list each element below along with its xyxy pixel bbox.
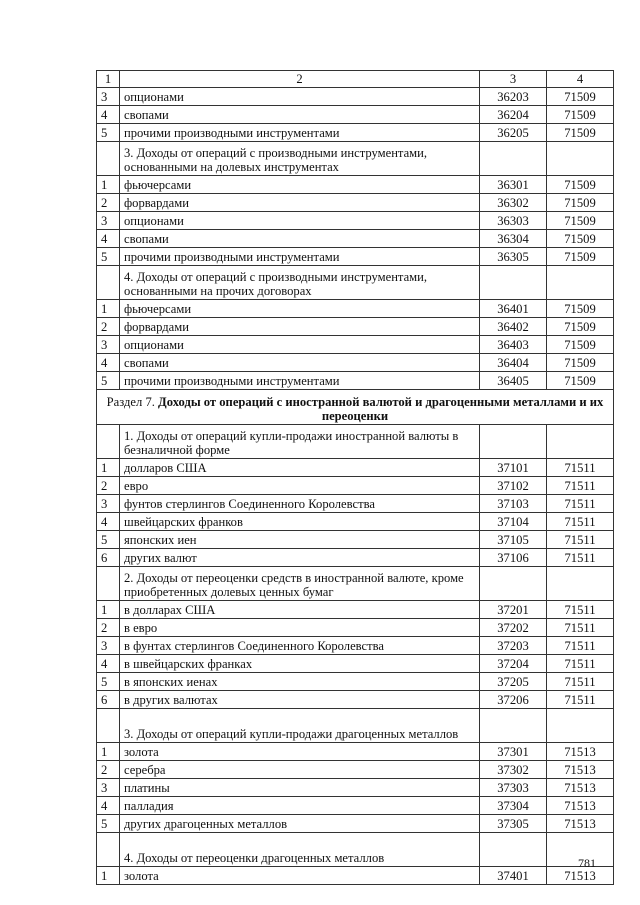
row-account: 71509 (547, 124, 614, 142)
row-account: 71509 (547, 194, 614, 212)
section-heading (97, 390, 614, 425)
row-label: в других валютах (120, 691, 480, 709)
row-code: 36302 (480, 194, 547, 212)
row-account: 71509 (547, 354, 614, 372)
row-label: 3. Доходы от операций купли-продажи драгоценных металлов (120, 709, 480, 743)
row-label: прочими производными инструментами (120, 124, 480, 142)
row-code: 37203 (480, 637, 547, 655)
row-number: 2 (97, 477, 120, 495)
table-row (97, 601, 614, 619)
row-label: 1. Доходы от операций купли-продажи иностранной валюты в безналичной форме (120, 425, 480, 459)
row-label: в швейцарских франках (120, 655, 480, 673)
row-label: долларов США (120, 459, 480, 477)
section-title: Доходы от операций с иностранной валютой и драгоценными металлами и их переоценки (158, 395, 604, 423)
row-number: 3 (97, 495, 120, 513)
row-account: 71509 (547, 300, 614, 318)
row-code: 36404 (480, 354, 547, 372)
row-code: 37205 (480, 673, 547, 691)
table-row (97, 815, 614, 833)
row-label: 4. Доходы от переоценки драгоценных металлов (120, 833, 480, 867)
row-account: 71509 (547, 106, 614, 124)
row-code: 36305 (480, 248, 547, 266)
row-number (97, 833, 120, 867)
section-row (97, 390, 614, 425)
row-label: прочими производными инструментами (120, 372, 480, 390)
row-code: 36401 (480, 300, 547, 318)
header-row (97, 71, 614, 88)
row-code: 37401 (480, 867, 547, 885)
row-number: 4 (97, 354, 120, 372)
row-label: платины (120, 779, 480, 797)
row-label: 2. Доходы от переоценки средств в иностранной валюте, кроме приобретенных долевых ценных бумаг (120, 567, 480, 601)
row-code (480, 709, 547, 743)
page-number: 781 (578, 856, 596, 870)
header-col-1: 1 (97, 71, 120, 88)
row-number (97, 142, 120, 176)
row-label: опционами (120, 336, 480, 354)
row-number: 3 (97, 779, 120, 797)
subheading-row (97, 709, 614, 743)
table-row (97, 619, 614, 637)
row-number: 3 (97, 88, 120, 106)
row-label: 4. Доходы от операций с производными инструментами, основанными на прочих договорах (120, 266, 480, 300)
row-account: 71511 (547, 513, 614, 531)
row-account: 71511 (547, 531, 614, 549)
subheading-row (97, 266, 614, 300)
row-code: 37104 (480, 513, 547, 531)
row-label: других драгоценных металлов (120, 815, 480, 833)
row-label: форвардами (120, 318, 480, 336)
row-number (97, 425, 120, 459)
row-label: японских иен (120, 531, 480, 549)
table-row (97, 300, 614, 318)
row-code: 37103 (480, 495, 547, 513)
row-account: 71509 (547, 336, 614, 354)
row-code: 37206 (480, 691, 547, 709)
row-number: 4 (97, 230, 120, 248)
row-code: 36205 (480, 124, 547, 142)
row-number: 2 (97, 619, 120, 637)
row-label: евро (120, 477, 480, 495)
row-number: 2 (97, 761, 120, 779)
row-account: 71509 (547, 248, 614, 266)
table-row (97, 673, 614, 691)
row-account: 71513 (547, 867, 614, 885)
row-account: 71511 (547, 655, 614, 673)
row-account: 71511 (547, 637, 614, 655)
row-number: 4 (97, 106, 120, 124)
row-code: 36203 (480, 88, 547, 106)
row-label: швейцарских франков (120, 513, 480, 531)
header-col-3: 3 (480, 71, 547, 88)
row-account: 71509 (547, 212, 614, 230)
row-account (547, 567, 614, 601)
row-code (480, 142, 547, 176)
row-number: 1 (97, 743, 120, 761)
row-number: 4 (97, 797, 120, 815)
row-account (547, 425, 614, 459)
row-account: 71511 (547, 691, 614, 709)
row-code: 37105 (480, 531, 547, 549)
subheading-row (97, 425, 614, 459)
table-row (97, 637, 614, 655)
row-label: фьючерсами (120, 176, 480, 194)
row-account (547, 709, 614, 743)
row-account: 71511 (547, 477, 614, 495)
table-row (97, 318, 614, 336)
row-account: 71509 (547, 176, 614, 194)
row-code: 37303 (480, 779, 547, 797)
subheading-row (97, 142, 614, 176)
row-label: свопами (120, 106, 480, 124)
table-row (97, 477, 614, 495)
accounts-table (96, 70, 614, 885)
row-number (97, 266, 120, 300)
row-code (480, 833, 547, 867)
row-code: 36303 (480, 212, 547, 230)
row-code: 36301 (480, 176, 547, 194)
table-row (97, 797, 614, 815)
table-row (97, 124, 614, 142)
table-row (97, 336, 614, 354)
row-account: 71513 (547, 743, 614, 761)
row-number: 2 (97, 194, 120, 212)
row-account: 71511 (547, 549, 614, 567)
row-number: 5 (97, 248, 120, 266)
row-code: 37202 (480, 619, 547, 637)
row-label: свопами (120, 230, 480, 248)
header-col-2: 2 (120, 71, 480, 88)
row-label: фьючерсами (120, 300, 480, 318)
row-number: 6 (97, 549, 120, 567)
row-number: 3 (97, 212, 120, 230)
subheading-row (97, 833, 614, 867)
table-row (97, 655, 614, 673)
row-account: 71513 (547, 797, 614, 815)
row-label: 3. Доходы от операций с производными инструментами, основанными на долевых инструментах (120, 142, 480, 176)
row-number: 4 (97, 655, 120, 673)
table-row (97, 549, 614, 567)
row-account: 71509 (547, 88, 614, 106)
row-number: 3 (97, 336, 120, 354)
row-code: 37201 (480, 601, 547, 619)
row-number: 5 (97, 815, 120, 833)
row-account: 71511 (547, 619, 614, 637)
table-row (97, 459, 614, 477)
row-number: 1 (97, 601, 120, 619)
row-number (97, 567, 120, 601)
row-label: фунтов стерлингов Соединенного Королевства (120, 495, 480, 513)
row-code: 37301 (480, 743, 547, 761)
table-row (97, 212, 614, 230)
row-code: 37305 (480, 815, 547, 833)
row-label: в фунтах стерлингов Соединенного Королевства (120, 637, 480, 655)
table-row (97, 513, 614, 531)
row-code: 37101 (480, 459, 547, 477)
table-row (97, 176, 614, 194)
row-label: опционами (120, 88, 480, 106)
row-code: 37304 (480, 797, 547, 815)
row-number: 3 (97, 637, 120, 655)
row-label: золота (120, 867, 480, 885)
row-label: форвардами (120, 194, 480, 212)
table-row (97, 495, 614, 513)
table-row (97, 372, 614, 390)
row-account: 71509 (547, 230, 614, 248)
row-code (480, 425, 547, 459)
row-account (547, 142, 614, 176)
row-number: 5 (97, 372, 120, 390)
row-label: золота (120, 743, 480, 761)
row-number (97, 709, 120, 743)
row-number: 5 (97, 673, 120, 691)
table-row (97, 106, 614, 124)
table-row (97, 531, 614, 549)
row-code: 36204 (480, 106, 547, 124)
table-row (97, 743, 614, 761)
table-row (97, 248, 614, 266)
row-code: 36405 (480, 372, 547, 390)
row-account: 71511 (547, 673, 614, 691)
row-label: в евро (120, 619, 480, 637)
row-number: 5 (97, 531, 120, 549)
row-label: в долларах США (120, 601, 480, 619)
row-number: 2 (97, 318, 120, 336)
row-account: 71513 (547, 761, 614, 779)
table-row (97, 354, 614, 372)
row-code: 36402 (480, 318, 547, 336)
table-row (97, 88, 614, 106)
table-row (97, 194, 614, 212)
row-account: 71513 (547, 815, 614, 833)
row-code: 37204 (480, 655, 547, 673)
row-account: 71511 (547, 601, 614, 619)
table-row (97, 691, 614, 709)
row-code (480, 567, 547, 601)
row-account: 71509 (547, 372, 614, 390)
table-row (97, 230, 614, 248)
header-col-4: 4 (547, 71, 614, 88)
row-code: 36403 (480, 336, 547, 354)
row-number: 1 (97, 300, 120, 318)
row-label: в японских иенах (120, 673, 480, 691)
row-label: серебра (120, 761, 480, 779)
table-row (97, 761, 614, 779)
row-code (480, 266, 547, 300)
section-prefix: Раздел 7. (106, 395, 155, 409)
table-row (97, 867, 614, 885)
row-account: 71511 (547, 495, 614, 513)
row-label: опционами (120, 212, 480, 230)
row-code: 37102 (480, 477, 547, 495)
table-row (97, 779, 614, 797)
row-label: палладия (120, 797, 480, 815)
row-account: 71513 (547, 779, 614, 797)
row-number: 1 (97, 176, 120, 194)
row-account: 71509 (547, 318, 614, 336)
row-account (547, 266, 614, 300)
accounts-table-body (97, 71, 614, 885)
row-number: 5 (97, 124, 120, 142)
row-number: 4 (97, 513, 120, 531)
row-code: 36304 (480, 230, 547, 248)
row-label: прочими производными инструментами (120, 248, 480, 266)
row-number: 6 (97, 691, 120, 709)
row-label: других валют (120, 549, 480, 567)
row-code: 37302 (480, 761, 547, 779)
subheading-row (97, 567, 614, 601)
row-number: 1 (97, 459, 120, 477)
row-label: свопами (120, 354, 480, 372)
row-number: 1 (97, 867, 120, 885)
row-code: 37106 (480, 549, 547, 567)
row-account: 71511 (547, 459, 614, 477)
